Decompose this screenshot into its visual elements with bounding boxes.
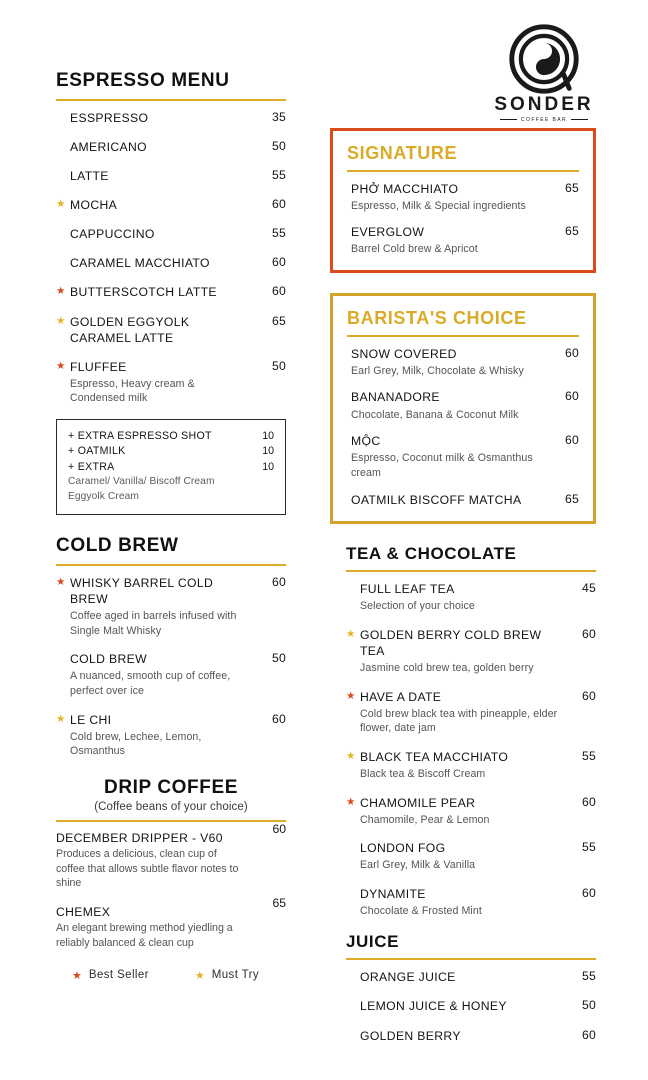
- menu-item-description: Earl Grey, Milk, Chocolate & Whisky: [351, 364, 524, 377]
- menu-item-description: A nuanced, smooth cup of coffee, perfect over ice: [70, 670, 231, 697]
- brand-logo: [492, 24, 596, 123]
- menu-item-description: Chamomile, Pear & Lemon: [360, 813, 490, 826]
- section-tea-chocolate: [330, 544, 596, 919]
- menu-item-head: [70, 651, 286, 667]
- menu-item-description: Coffee aged in barrels infused with Single Malt Whisky: [70, 610, 237, 637]
- tagline-rule-right: [571, 119, 588, 120]
- menu-item-price: 60: [272, 821, 286, 836]
- must-try-star-icon: ★: [346, 627, 356, 640]
- section-espresso-menu: [56, 70, 286, 406]
- menu-item-head: [70, 226, 286, 242]
- menu-item-name: FULL LEAF TEA: [360, 582, 455, 597]
- menu-item-description: Barrel Cold brew & Apricot: [351, 243, 478, 256]
- menu-item-head: [70, 110, 286, 126]
- menu-item-name: EVERGLOW: [351, 225, 425, 240]
- juice-rule: [346, 958, 596, 960]
- best-seller-star-icon: ★: [346, 689, 356, 702]
- extras-sub-line: Caramel/ Vanilla/ Biscoff Cream: [68, 476, 215, 488]
- menu-item: [347, 389, 579, 422]
- menu-item-price: 60: [272, 711, 286, 726]
- menu-item-head: [70, 575, 286, 607]
- menu-item: [56, 139, 286, 155]
- menu-item-head: [70, 359, 286, 375]
- menu-item: [56, 284, 286, 300]
- brand-name: SONDER: [494, 94, 594, 115]
- menu-item-price: 35: [272, 109, 286, 124]
- barista-item-list: [347, 346, 579, 508]
- menu-item: [56, 821, 286, 891]
- menu-item-description: Cold brew black tea with pineapple, elder flower, date jam: [360, 707, 558, 735]
- menu-item-head: [360, 840, 596, 856]
- best-seller-star-icon: ★: [56, 359, 66, 372]
- extras-price: 10: [262, 445, 274, 458]
- espresso-title: ESPRESSO MENU: [56, 70, 230, 91]
- signature-title: SIGNATURE: [347, 143, 458, 163]
- menu-item-head: [351, 389, 579, 405]
- menu-item: [346, 581, 596, 614]
- menu-item-name: SNOW COVERED: [351, 346, 457, 361]
- tea-rule: [346, 570, 596, 572]
- menu-item: [346, 886, 596, 919]
- legend-best-seller: [72, 969, 149, 982]
- drip-coffee-title: DRIP COFFEE: [104, 776, 238, 798]
- menu-item-name: HAVE A DATE: [360, 689, 442, 704]
- extras-label: + EXTRA ESPRESSO SHOT: [68, 430, 212, 442]
- menu-item-price: 60: [582, 886, 596, 901]
- menu-item: [346, 795, 596, 828]
- menu-item-name: WHISKY BARREL COLD BREW: [70, 575, 214, 606]
- menu-item: [56, 168, 286, 184]
- juice-item-list: [346, 969, 596, 1043]
- brand-tagline: COFFEE BAR: [521, 116, 567, 123]
- menu-item-price: 60: [582, 794, 596, 809]
- menu-item-price: 65: [565, 224, 579, 239]
- menu-item-description: Produces a delicious, clean cup of coffee that allows subtle flavor notes to shine: [56, 847, 239, 890]
- extras-row: [68, 429, 274, 444]
- menu-item-name: LATTE: [70, 169, 109, 184]
- menu-item-name: DECEMBER DRIPPER - V60: [56, 830, 223, 845]
- menu-item-name: CHAMOMILE PEAR: [360, 795, 476, 810]
- menu-item: [56, 712, 286, 759]
- drip-coffee-note: (Coffee beans of your choice): [94, 800, 248, 813]
- menu-item-price: 60: [272, 255, 286, 270]
- extras-row: [68, 460, 274, 475]
- menu-item-name: COLD BREW: [70, 652, 147, 667]
- menu-item-price: 60: [565, 433, 579, 448]
- extras-sub-list: [68, 475, 274, 504]
- menu-item-name: BLACK TEA MACCHIATO: [360, 749, 509, 764]
- menu-item-description: Chocolate & Frosted Mint: [360, 905, 482, 918]
- menu-item-name: MOCHA: [70, 198, 118, 213]
- menu-item: [347, 433, 579, 480]
- menu-item: [346, 998, 596, 1014]
- menu-item-head: [360, 998, 596, 1014]
- spiral-swirl-logo-icon: [509, 24, 579, 94]
- menu-item-name: BANANADORE: [351, 390, 440, 405]
- menu-item-price: 60: [565, 345, 579, 360]
- menu-item-head: [360, 627, 596, 659]
- menu-item-price: 45: [582, 581, 596, 596]
- menu-item-head: [360, 969, 596, 985]
- menu-item-name: CHEMEX: [56, 905, 111, 920]
- menu-item: [347, 224, 579, 257]
- menu-item-price: 60: [582, 688, 596, 703]
- signature-item-list: [347, 181, 579, 257]
- menu-item-description: Chocolate, Banana & Coconut Milk: [351, 408, 519, 421]
- menu-item-head: [360, 795, 596, 811]
- menu-item-price: 50: [582, 998, 596, 1013]
- menu-item-description: Earl Grey, Milk & Vanilla: [360, 859, 476, 872]
- menu-item-name: CAPPUCCINO: [70, 227, 155, 242]
- menu-item-head: [70, 284, 286, 300]
- menu-item: [347, 181, 579, 214]
- extras-price: 10: [262, 430, 274, 442]
- menu-item-price: 60: [272, 197, 286, 212]
- menu-item-name: BUTTERSCOTCH LATTE: [70, 285, 217, 300]
- legend-must-try-label: Must Try: [211, 969, 260, 982]
- espresso-item-list: [56, 110, 286, 406]
- cold-brew-rule: [56, 564, 286, 566]
- menu-item: [346, 749, 596, 782]
- menu-item-head: [351, 492, 579, 508]
- cold-brew-item-list: [56, 575, 286, 759]
- menu-item-name: LE CHI: [70, 712, 112, 727]
- menu-item: [56, 110, 286, 126]
- extras-sub-line: Eggyolk Cream: [68, 490, 139, 502]
- menu-item-description: Cold brew, Lechee, Lemon, Osmanthus: [70, 730, 202, 758]
- extras-price: 10: [262, 460, 274, 473]
- panel-barista-choice: [330, 293, 596, 524]
- best-seller-star-icon: ★: [56, 575, 66, 588]
- menu-item-name: MỘC: [351, 434, 381, 449]
- menu-item-name: GOLDEN EGGYOLK CARAMEL LATTE: [70, 314, 190, 345]
- menu-item: [346, 969, 596, 985]
- barista-title: BARISTA'S CHOICE: [347, 308, 527, 329]
- menu-item-price: 65: [272, 313, 286, 328]
- menu-item-name: OATMILK BISCOFF MATCHA: [351, 492, 522, 507]
- tagline-rule-left: [500, 119, 517, 120]
- barista-rule: [347, 335, 579, 337]
- menu-item-head: [70, 139, 286, 155]
- menu-item: [346, 627, 596, 676]
- menu-item-name: GOLDEN BERRY: [360, 1028, 461, 1043]
- menu-item: [346, 1028, 596, 1044]
- legend-best-seller-label: Best Seller: [88, 969, 149, 982]
- must-try-star-icon: ★: [56, 198, 66, 211]
- menu-item-name: CARAMEL MACCHIATO: [70, 256, 210, 271]
- menu-item: [347, 346, 579, 379]
- drip-coffee-rule: [56, 820, 286, 822]
- menu-item-price: 65: [565, 491, 579, 506]
- section-cold-brew: [56, 535, 286, 759]
- menu-item-price: 50: [272, 138, 286, 153]
- must-try-star-icon: ★: [56, 314, 66, 327]
- extras-box: [56, 419, 286, 515]
- menu-item-price: 55: [272, 226, 286, 241]
- cold-brew-title: COLD BREW: [56, 535, 179, 557]
- menu-item-description: Espresso, Heavy cream & Condensed milk: [70, 377, 195, 405]
- must-try-star-icon: ★: [346, 749, 356, 762]
- menu-item-head: [70, 197, 286, 213]
- legend-must-try: [195, 969, 259, 982]
- menu-item-description: Selection of your choice: [360, 600, 475, 613]
- brand-tagline-row: [492, 117, 596, 123]
- menu-item-price: 55: [582, 969, 596, 984]
- menu-item: [346, 840, 596, 873]
- menu-item-head: [351, 433, 579, 449]
- menu-item-description: Espresso, Milk & Special ingredients: [351, 199, 526, 212]
- menu-item-head: [70, 168, 286, 184]
- section-juice: [330, 932, 596, 1044]
- menu-item-price: 65: [272, 896, 286, 911]
- menu-item-price: 60: [272, 574, 286, 589]
- menu-item-head: [351, 346, 579, 362]
- best-seller-star-icon: ★: [72, 969, 82, 982]
- menu-item-head: [351, 224, 579, 240]
- menu-item: [56, 314, 286, 346]
- menu-item-name: ESSPRESSO: [70, 110, 149, 125]
- extras-row: [68, 444, 274, 459]
- menu-item-price: 65: [565, 180, 579, 195]
- menu-item: [347, 492, 579, 508]
- best-seller-star-icon: ★: [56, 285, 66, 298]
- menu-item-price: 60: [582, 1027, 596, 1042]
- menu-item: [56, 359, 286, 406]
- menu-item-price: 50: [272, 651, 286, 666]
- menu-item: [56, 575, 286, 638]
- menu-item: [346, 689, 596, 736]
- juice-title: JUICE: [346, 931, 400, 951]
- menu-item-price: 60: [582, 626, 596, 641]
- menu-item-price: 55: [582, 748, 596, 763]
- menu-item-description: Black tea & Biscoff Cream: [360, 768, 486, 781]
- menu-item-name: PHỞ MACCHIATO: [351, 181, 459, 196]
- menu-item-name: AMERICANO: [70, 139, 147, 154]
- extras-label: + EXTRA: [68, 460, 115, 473]
- menu-item-head: [70, 255, 286, 271]
- menu-item-name: GOLDEN BERRY COLD BREW TEA: [360, 627, 542, 658]
- menu-item-head: [70, 712, 286, 728]
- menu-item-name: LEMON JUICE & HONEY: [360, 999, 507, 1014]
- menu-item-head: [360, 1028, 596, 1044]
- menu-item-head: [360, 749, 596, 765]
- signature-rule: [347, 170, 579, 172]
- legend: [56, 969, 286, 982]
- menu-item: [56, 226, 286, 242]
- menu-item-price: 50: [272, 358, 286, 373]
- must-try-star-icon: ★: [194, 969, 205, 982]
- menu-item-head: [360, 689, 596, 705]
- menu-item-name: LONDON FOG: [360, 841, 446, 856]
- menu-item: [56, 896, 286, 951]
- menu-item-price: 55: [272, 168, 286, 183]
- menu-item: [56, 197, 286, 213]
- menu-item: [56, 651, 286, 698]
- extras-label: + OATMILK: [68, 445, 126, 458]
- espresso-rule: [56, 99, 286, 101]
- menu-item-head: [351, 181, 579, 197]
- extras-row-list: [68, 429, 274, 475]
- left-column: [56, 70, 286, 982]
- menu-item-head: [360, 581, 596, 597]
- menu-item: [56, 255, 286, 271]
- menu-item-description: Espresso, Coconut milk & Osmanthus cream: [351, 452, 533, 479]
- must-try-star-icon: ★: [56, 712, 66, 725]
- right-column: [330, 128, 596, 1057]
- menu-item-name: DYNAMITE: [360, 887, 426, 902]
- menu-item-name: ORANGE JUICE: [360, 970, 456, 985]
- menu-item-description: Jasmine cold brew tea, golden berry: [360, 662, 534, 675]
- tea-title: TEA & CHOCOLATE: [346, 543, 517, 563]
- menu-item-description: An elegant brewing method yiedling a reliably balanced & clean cup: [56, 922, 233, 950]
- menu-item-head: [360, 886, 596, 902]
- panel-signature: [330, 128, 596, 273]
- best-seller-star-icon: ★: [346, 795, 356, 808]
- section-drip-coffee: [56, 777, 286, 951]
- menu-item-price: 55: [582, 840, 596, 855]
- drip-coffee-item-list: [56, 821, 286, 951]
- menu-item-price: 60: [272, 284, 286, 299]
- menu-item-head: [70, 314, 286, 346]
- menu-item-name: FLUFFEE: [70, 359, 127, 374]
- menu-item-price: 60: [565, 389, 579, 404]
- tea-item-list: [346, 581, 596, 919]
